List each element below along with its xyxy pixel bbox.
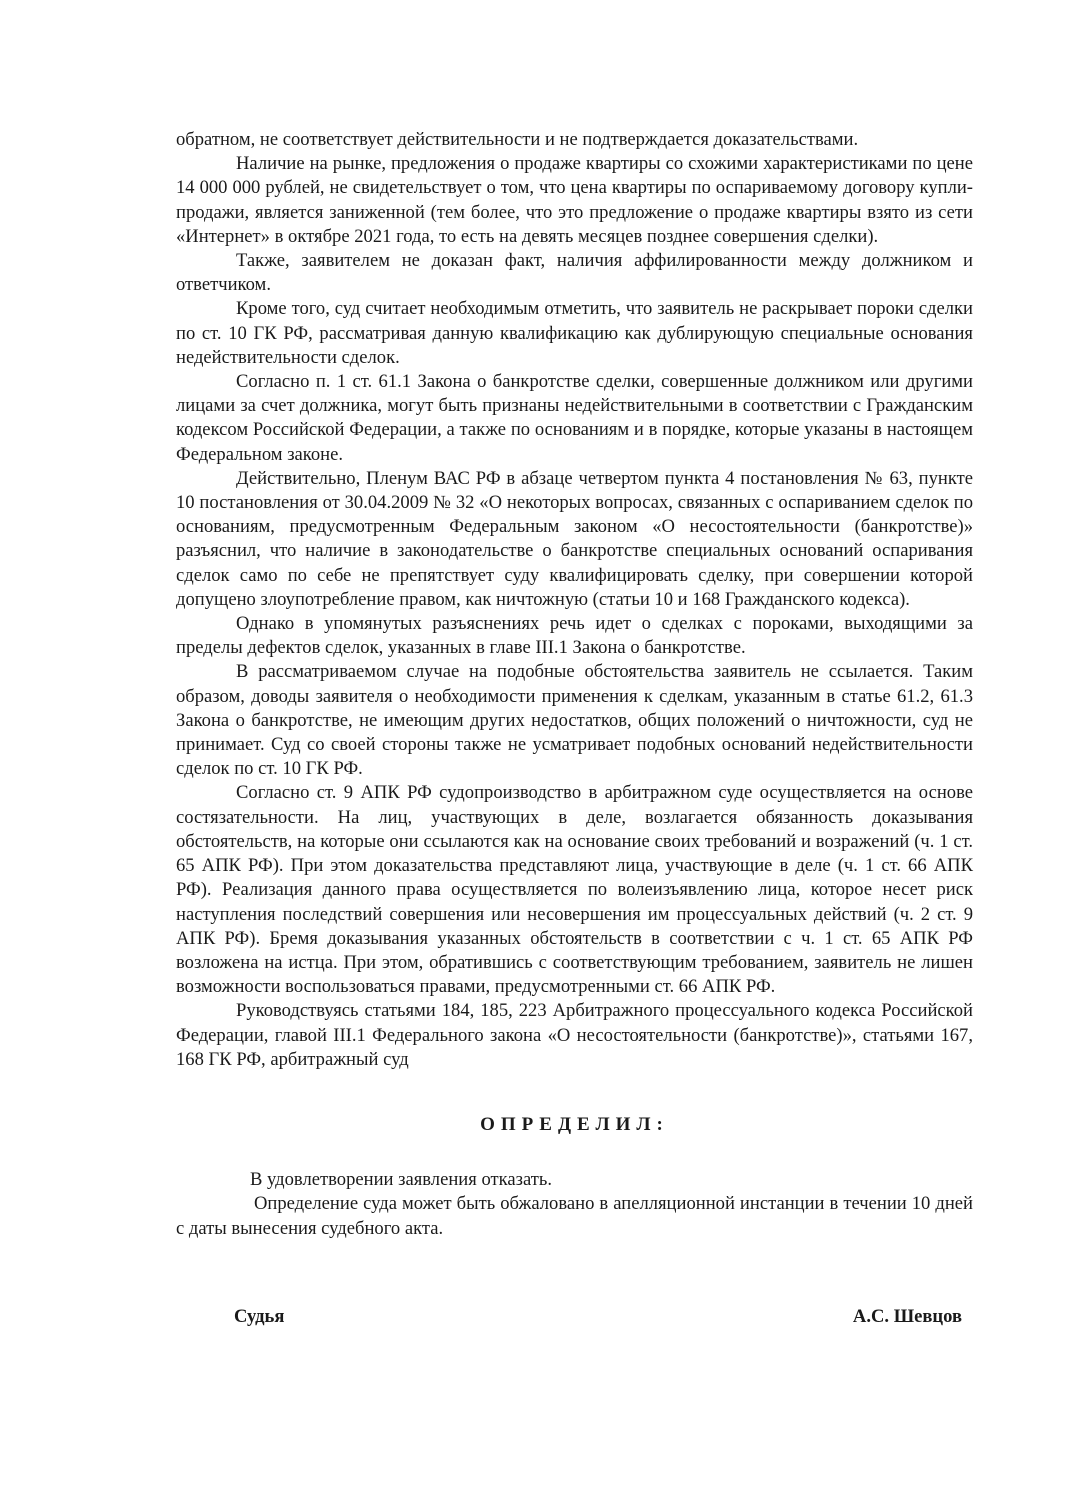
paragraph-2: Наличие на рынке, предложения о продаже квартиры со схожими характеристиками по цене 14 000 000 рублей, не свидетельствует о том, что цена квартиры по оспариваемому договору купли-продажи, является заниженной (тем более, что это предложение о продаже квартиры взято из сети «Интернет» в октябре 2021 года, то есть на девять месяцев позднее совершения сделки). <box>176 153 973 247</box>
signature-block <box>234 1306 962 1334</box>
signature-name: А.С. Шевцов <box>852 1306 962 1327</box>
paragraph-6: Действительно, Пленум ВАС РФ в абзаце четвертом пункта 4 постановления № 63, пункте 10 постановления от 30.04.2009 № 32 «О некоторых вопросах, связанных с оспариванием сделок по основаниям, предусмотренным Федеральным законом «О несостоятельности (банкротстве)» разъяснил, что наличие в законодательстве о банкротстве специальных оснований оспаривания сделок само по себе не препятствует суду квалифицировать сделку, при совершении которой допущено злоупотребление правом, как ничтожную (статьи 10 и 168 Гражданского кодекса). <box>176 467 973 610</box>
paragraph-9: Согласно ст. 9 АПК РФ судопроизводство в арбитражном суде осуществляется на основе состязательности. На лиц, участвующих в деле, возлагается обязанность доказывания обстоятельств, на которые они ссылаются как на основание своих требований и возражений (ч. 1 ст. 65 АПК РФ). При этом доказательства представляют лица, участвующие в деле (ч. 1 ст. 66 АПК РФ). Реализация данного права осуществляется по волеизъявлению лица, которое несет риск наступления последствий совершения или несовершения им процессуальных действий (ч. 2 ст. 9 АПК РФ). Бремя доказывания указанных обстоятельств в соответствии с ч. 1 ст. 65 АПК РФ возложена на истца. При этом, обратившись с соответствующим требованием, заявитель не лишен возможности воспользоваться правами, предусмотренными ст. 66 АПК РФ. <box>176 782 973 998</box>
paragraph-5: Согласно п. 1 ст. 61.1 Закона о банкротстве сделки, совершенные должником или другими лицами за счет должника, могут быть признаны недействительными в соответствии с Гражданским кодексом Российской Федерации, а также по основаниям и в порядке, которые указаны в настоящем Федеральном законе. <box>176 371 973 465</box>
paragraph-7: Однако в упомянутых разъяснениях речь идет о сделках с пороками, выходящими за пределы дефектов сделок, указанных в главе III.1 Закона о банкротстве. <box>176 613 973 659</box>
decision-paragraph-2: Определение суда может быть обжаловано в апелляционной инстанции в течении 10 дней с даты вынесения судебного акта. <box>176 1193 973 1239</box>
document-body <box>176 128 973 1241</box>
paragraph-10: Руководствуясь статьями 184, 185, 223 Арбитражного процессуального кодекса Российской Федерации, главой III.1 Федерального закона «О несостоятельности (банкротстве)», статьями 167, 168 ГК РФ, арбитражный суд <box>176 1000 973 1070</box>
paragraph-3: Также, заявителем не доказан факт, наличия аффилированности между должником и ответчиком. <box>176 250 973 296</box>
paragraph-8: В рассматриваемом случае на подобные обстоятельства заявитель не ссылается. Таким образом, доводы заявителя о необходимости применения к сделкам, указанным в статье 61.2, 61.3 Закона о банкротстве, не имеющим других недостатков, общих положений о ничтожности, суд не принимает. Суд со своей стороны также не усматривает подобных оснований недействительности сделок по ст. 10 ГК РФ. <box>176 661 973 780</box>
paragraph-1: обратном, не соответствует действительности и не подтверждается доказательствами. <box>176 129 859 150</box>
decision-paragraph-1: В удовлетворении заявления отказать. <box>250 1169 552 1191</box>
resolution-heading: ОПРЕДЕЛИЛ: <box>480 1113 669 1135</box>
signature-role: Судья <box>234 1306 285 1327</box>
paragraph-4: Кроме того, суд считает необходимым отметить, что заявитель не раскрывает пороки сделки по ст. 10 ГК РФ, рассматривая данную квалификацию как дублирующую специальные основания недействительности сделок. <box>176 298 973 368</box>
